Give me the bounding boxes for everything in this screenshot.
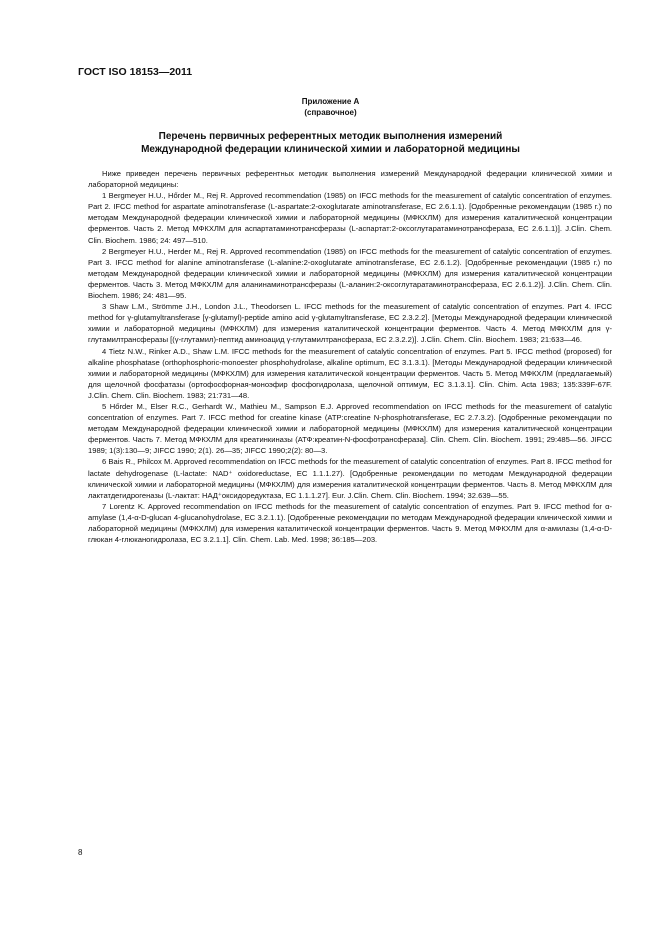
reference-item-7: 7 Lorentz K. Approved recommendation on IFCC methods for the measurement of catalytic concentration of enzymes. Part 9. IFCC method for α-amylase (1,4-α-D-glucan 4-glucanohydrolase, EC 3.2.1.1). [Одобренные рекомендации по методам Международной федерации клинической химии и лабораторной медицины (МФКХЛМ) для измерения каталитической концентрации ферментов. Часть 9. Метод МФКХЛМ для α-амилазы (1,4-α-D-глюкан 4-глюканогидролаза, ЕС 3.2.1.1]. Clin. Chem. Lab. Med. 1998; 36:185—203.: [88, 501, 612, 545]
annex-status: (справочное): [304, 108, 357, 117]
annex-label: Приложение А: [301, 97, 360, 106]
reference-item-5: 5 Hőrder M., Elser R.C., Gerhardt W., Mathieu M., Sampson E.J. Approved recommendation on IFCC methods for the measurement of catalytic concentration of enzymes. Part 7. IFCC method for creatine kinase (ATP:creatine N-phosphotransferase, EC 2.7.3.2). [Одобренные рекомендации по методам Международной федерации клинической химии и лабораторной медицины (МФКХЛМ) для измерения каталитической концентрации ферментов. Часть 7. Метод МФКХЛМ для креатинкиназы (АТФ:креатин-N-фосфотрансфераза]. Clin. Chem. Clin. Biochem. 1991; 29:485—56. JIFCC 1989; 1(3):130—9; JIFCC 1990; 2(1). 26—35; JIFCC 1990;2(2): 80—3.: [88, 401, 612, 456]
annex-heading: [0, 96, 661, 118]
reference-list: [88, 168, 612, 545]
document-code: ГОСТ ISO 18153—2011: [78, 66, 193, 78]
intro-paragraph: Ниже приведен перечень первичных референтных методик выполнения измерений Международной федерации клинической химии и лабораторной медицины:: [88, 169, 612, 190]
reference-item-4: 4 Tietz N.W., Rinker A.D., Shaw L.M. IFCC methods for the measurement of catalytic concentration of enzymes. Part 5. IFCC method (proposed) for alkaline phosphatase (orthophosphoric-monoester phosphohydrolase, alkaline optimum, EC 3.1.3.1). [Методы Международной федерации клинической химии и лабораторной медицины (МФКХЛМ) для измерения каталитической концентрации ферментов. Часть 5. Метод МФКХЛМ (предлагаемый) для щелочной фосфатазы (ортофосфорная-моноэфир фосфогидролаза, щелочной оптимум, ЕС 3.1.3.1]. Clin. Chim. Acta 1983; 135:339F-67F. J.Clin. Chem. Clin. Biochem. 1983; 21:731—48.: [88, 346, 612, 400]
reference-item-3: 3 Shaw L.M., Strömme J.H., London J.L., Theodorsen L. IFCC methods for the measurement of catalytic concentration of enzymes. Part 4. IFCC method for γ-glutamyltransferase [γ-glutamyl)-peptide amino acid γ-glutamyltransferase, EC 2.3.2.2]. [Методы Международной федерации клинической химии и лабораторной медицины (МФКХЛМ) для измерения каталитической концентрации ферментов. Часть 4. Метод МФКХЛМ для γ-глутамилтрансферазы [(γ-глутамил)-пептид аминоацид γ-глутамилтрансфераза, ЕС 2.3.2.2)]. J.Clin. Chem. Clin. Biochem. 1983; 21:633—46.: [88, 302, 612, 345]
section-title: [0, 130, 661, 156]
page-number: 8: [78, 848, 83, 857]
section-title-line-2: Международной федерации клинической химии и лабораторной медицины: [141, 144, 520, 155]
reference-item-6: 6 Bais R., Philcox M. Approved recommendation on IFCC methods for the measurement of catalytic concentration of enzymes. Part 8. IFCC method for lactate dehydrogenase (L-lactate: NAD⁺ oxidoreductase, EC 1.1.1.27). [Одобренные рекомендации по методам Международной федерации клинической химии и лабораторной медицины (МФКХЛМ) для измерения каталитической концентрации ферментов. Часть 8. Метод МФКХЛМ для лактатдегидрогеназы (L-лактат: НАД⁺оксидоредуктаза, ЕС 1.1.1.27]. Eur. J.Clin. Chem. Clin. Biochem. 1994; 32.639—55.: [88, 457, 612, 500]
section-title-line-1: Перечень первичных референтных методик выполнения измерений: [158, 131, 503, 142]
reference-item-2: 2 Bergmeyer H.U., Herder M., Rej R. Approved recommendation (1985) on IFCC methods for the measurement of catalytic concentration of enzymes. Part 3. IFCC method for alanine aminotransferase (L-alanine:2-oxoglutarate aminotransferase, EC 2.6.1.2). [Одобренные рекомендации (1985 г.) по методам Международной федерации клинической химии и лабораторной медицины (МФКХЛМ) для измерения каталитической концентрации ферментов. Часть 3. Метод МФКХЛМ для аланинаминотрансферазы (L-аланин:2-оксоглутаратаминотрансфераза, ЕС 2.6.1.2)]. J.Clin. Chem. Clin. Biochem. 1986; 24: 481—95.: [88, 246, 612, 301]
reference-item-1: 1 Bergmeyer H.U., Hőrder M., Rej R. Approved recommendation (1985) on IFCC methods for the measurement of catalytic concentration of enzymes. Part 2. IFCC method for aspartate aminotransferase (L-aspartate:2-oxoglutarate aminotransferase, EC 2.6.1.1). [Одобренные рекомендации (1985 г.) по методам Международной федерации клинической химии и лабораторной медицины (МФКХЛМ) для измерения каталитической концентрации ферментов. Часть 2. Метод МФКХЛМ для аспартатаминотрансферазы (L-аспартат:2-оксоглутаратаминотрансфераза, ЕС 2.6.1.1)]. J.Clin. Chem. Clin. Biochem. 1986; 24: 497—510.: [88, 191, 612, 245]
